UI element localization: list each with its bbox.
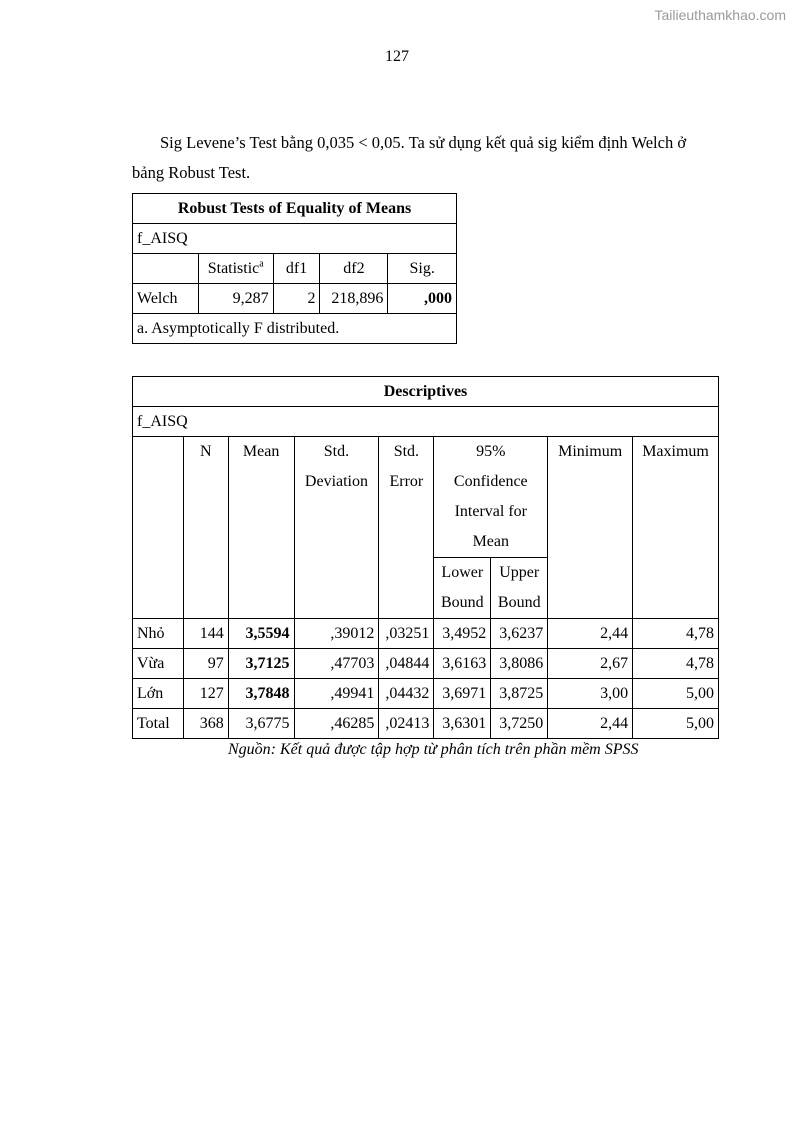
desc-header-n: N xyxy=(183,437,228,619)
upper-bound-value: 3,8086 xyxy=(491,649,548,679)
robust-table-variable: f_AISQ xyxy=(133,224,457,254)
robust-header-blank xyxy=(133,254,199,284)
desc-header-lower-bound: Lower Bound xyxy=(434,558,491,619)
table-row xyxy=(133,679,719,709)
df2-value: 218,896 xyxy=(320,284,388,314)
desc-header-maximum: Maximum xyxy=(633,437,719,619)
n-value: 368 xyxy=(183,709,228,739)
std-error-value: ,02413 xyxy=(379,709,434,739)
upper-bound-value: 3,8725 xyxy=(491,679,548,709)
df1-value: 2 xyxy=(273,284,320,314)
table-row xyxy=(133,284,457,314)
robust-header-sig: Sig. xyxy=(388,254,457,284)
row-label: Welch xyxy=(133,284,199,314)
maximum-value: 5,00 xyxy=(633,679,719,709)
statistic-value: 9,287 xyxy=(198,284,273,314)
maximum-value: 4,78 xyxy=(633,619,719,649)
upper-bound-value: 3,7250 xyxy=(491,709,548,739)
std-error-value: ,04844 xyxy=(379,649,434,679)
n-value: 127 xyxy=(183,679,228,709)
lower-bound-value: 3,4952 xyxy=(434,619,491,649)
lower-bound-value: 3,6301 xyxy=(434,709,491,739)
row-label: Vừa xyxy=(133,649,184,679)
desc-header-minimum: Minimum xyxy=(548,437,633,619)
n-value: 97 xyxy=(183,649,228,679)
lower-bound-value: 3,6971 xyxy=(434,679,491,709)
robust-table-title: Robust Tests of Equality of Means xyxy=(133,194,457,224)
minimum-value: 3,00 xyxy=(548,679,633,709)
body-paragraph xyxy=(132,128,722,188)
robust-table-footnote: a. Asymptotically F distributed. xyxy=(133,314,457,344)
table-row xyxy=(133,649,719,679)
upper-bound-value: 3,6237 xyxy=(491,619,548,649)
mean-value: 3,5594 xyxy=(228,619,294,649)
paragraph-text: Sig Levene’s Test bằng 0,035 < 0,05. Ta sử dụng kết quả sig kiểm định Welch ở bảng Robust Test. xyxy=(132,133,687,182)
n-value: 144 xyxy=(183,619,228,649)
desc-header-upper-bound: Upper Bound xyxy=(491,558,548,619)
robust-header-df1: df1 xyxy=(273,254,320,284)
desc-header-std-error: Std. Error xyxy=(379,437,434,619)
sig-value: ,000 xyxy=(388,284,457,314)
std-deviation-value: ,49941 xyxy=(294,679,379,709)
desc-header-blank xyxy=(133,437,184,619)
descriptives-table-variable: f_AISQ xyxy=(133,407,719,437)
robust-header-df2: df2 xyxy=(320,254,388,284)
footnote-marker: a xyxy=(259,258,264,270)
table-row xyxy=(133,709,719,739)
page-number: 127 xyxy=(385,48,409,65)
mean-value: 3,7125 xyxy=(228,649,294,679)
desc-header-std-deviation: Std. Deviation xyxy=(294,437,379,619)
source-note: Nguồn: Kết quả được tập hợp từ phân tích trên phần mềm SPSS xyxy=(228,741,639,758)
minimum-value: 2,44 xyxy=(548,619,633,649)
robust-tests-table xyxy=(132,193,457,344)
minimum-value: 2,44 xyxy=(548,709,633,739)
lower-bound-value: 3,6163 xyxy=(434,649,491,679)
descriptives-table-title: Descriptives xyxy=(133,377,719,407)
table-row xyxy=(133,619,719,649)
row-label: Nhỏ xyxy=(133,619,184,649)
maximum-value: 5,00 xyxy=(633,709,719,739)
row-label: Total xyxy=(133,709,184,739)
std-error-value: ,03251 xyxy=(379,619,434,649)
desc-header-confidence-interval: 95% Confidence Interval for Mean xyxy=(434,437,548,558)
descriptives-table xyxy=(132,376,719,739)
mean-value: 3,6775 xyxy=(228,709,294,739)
std-deviation-value: ,46285 xyxy=(294,709,379,739)
minimum-value: 2,67 xyxy=(548,649,633,679)
std-deviation-value: ,47703 xyxy=(294,649,379,679)
watermark: Tailieuthamkhao.com xyxy=(654,7,786,23)
row-label: Lớn xyxy=(133,679,184,709)
desc-header-mean: Mean xyxy=(228,437,294,619)
mean-value: 3,7848 xyxy=(228,679,294,709)
std-deviation-value: ,39012 xyxy=(294,619,379,649)
robust-header-statistic: Statistic$^a$ xyxy=(198,254,273,284)
std-error-value: ,04432 xyxy=(379,679,434,709)
maximum-value: 4,78 xyxy=(633,649,719,679)
